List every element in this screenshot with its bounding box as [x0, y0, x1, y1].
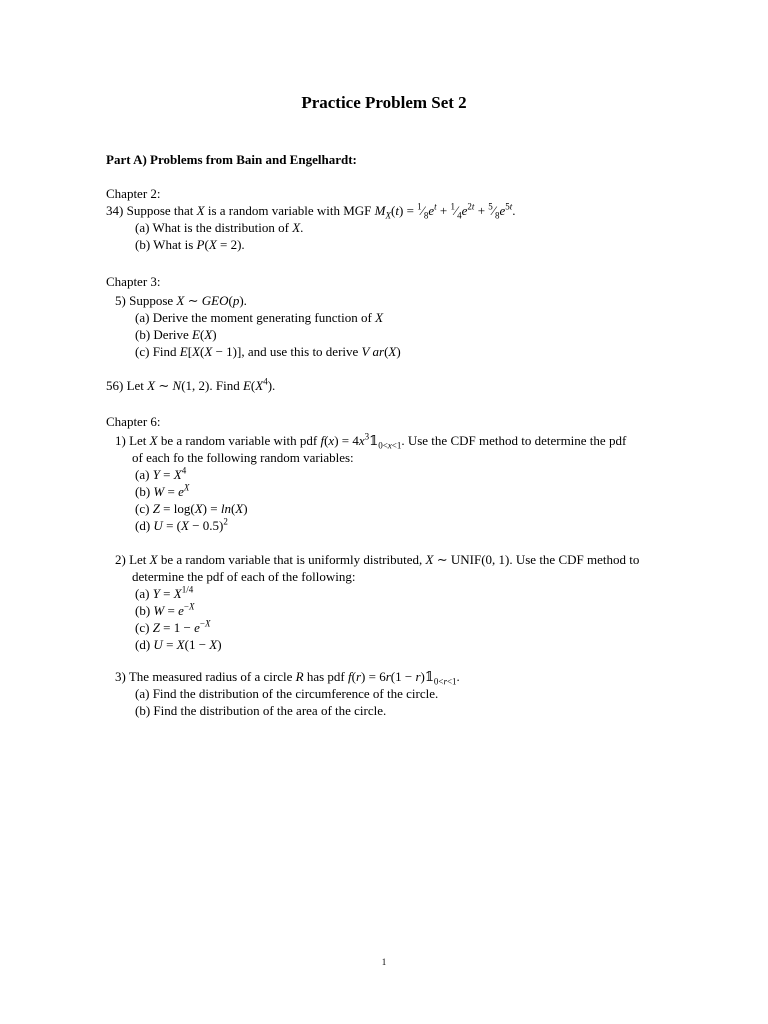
- problem-number: 56): [106, 378, 124, 393]
- problem-5: [115, 292, 247, 309]
- part-label: (a): [135, 467, 150, 482]
- chapter-2-heading: Chapter 2:: [106, 186, 161, 201]
- part-label: (a): [135, 310, 150, 325]
- problem-1: [115, 432, 626, 449]
- problem-2-text-continued: determine the pdf of each of the following:: [132, 569, 356, 584]
- problem-1-part-c: (c) Z = log(X) = ln(X): [135, 501, 248, 516]
- part-label: (c): [135, 344, 150, 359]
- problem-number: 34): [106, 203, 124, 218]
- problem-number: 5): [115, 293, 126, 308]
- problem-34-part-a: (a) What is the distribution of X.: [135, 220, 304, 235]
- problem-5-part-b: (b) Derive E(X): [135, 327, 217, 342]
- part-label: (c): [135, 501, 150, 516]
- part-label: (d): [135, 518, 151, 533]
- problem-3-part-a: [135, 685, 438, 702]
- problem-2-part-d: (d) U = X(1 − X): [135, 637, 222, 652]
- problem-3-part-b: [135, 702, 386, 719]
- problem-text: Let X be a random variable that is uniformly distributed, X ∼ UNIF(0, 1). Use the CDF method to: [129, 552, 640, 567]
- problem-5-part-c: (c) Find E[X(X − 1)], and use this to derive V ar(X): [135, 344, 401, 359]
- page-number: 1: [381, 957, 387, 967]
- chapter-6-heading: Chapter 6:: [106, 414, 161, 429]
- problem-1-part-a: (a) $Y = X^4$: [135, 465, 187, 482]
- part-label: (b): [135, 703, 151, 718]
- part-label: (a): [135, 220, 150, 235]
- problem-text: The measured radius of a circle R has pdf $f(r) = 6r(1 - r)𝟙_{0<r<1}$.: [128, 669, 460, 687]
- problem-text: Suppose that X is a random variable with MGF $M_X(t)$ = $^1⁄_8e^t$ + $^1⁄_4e^{2t}$ + $^5⁄_8e^{5t}$.: [126, 201, 516, 221]
- problem-number: 1): [115, 433, 126, 448]
- problem-2-part-c: (c) $Z = 1 - e^{-X}$: [135, 618, 211, 635]
- part-label: (c): [135, 620, 150, 635]
- problem-number: 2): [115, 552, 126, 567]
- part-label: (b): [135, 237, 151, 252]
- problem-2: [115, 551, 639, 568]
- part-a-heading: Part A) Problems from Bain and Engelhardt:: [106, 152, 357, 167]
- part-label: (a): [135, 686, 150, 701]
- page-title: Practice Problem Set 2: [301, 93, 467, 112]
- problem-3: [115, 668, 460, 685]
- problem-text: Let X be a random variable with pdf $f(x) = 4x^3𝟙_{0<x<1}$. Use the CDF method to determine the pdf: [129, 431, 627, 451]
- problem-34: [106, 202, 516, 219]
- problem-1-part-b: (b) $W = e^X$: [135, 482, 190, 499]
- problem-56: [106, 377, 275, 394]
- problem-text: Let X ∼ N(1, 2). Find $E(X^4)$.: [126, 376, 276, 393]
- problem-2-part-a: (a) $Y = X^{1/4}$: [135, 584, 194, 601]
- part-text: Find the distribution of the area of the circle.: [153, 703, 387, 718]
- part-label: (b): [135, 603, 151, 618]
- part-label: (d): [135, 637, 151, 652]
- problem-2-part-b: (b) $W = e^{-X}$: [135, 601, 195, 618]
- part-label: (b): [135, 327, 151, 342]
- problem-number: 3): [115, 669, 126, 684]
- problem-1-part-d: (d) $U = (X - 0.5)^2$: [135, 516, 228, 533]
- problem-text: Suppose X ∼ GEO(p).: [129, 293, 247, 308]
- problem-5-part-a: (a) Derive the moment generating function of X: [135, 310, 384, 325]
- part-label: (b): [135, 484, 151, 499]
- problem-1-text-continued: of each fo the following random variables:: [132, 450, 354, 465]
- part-text: Find the distribution of the circumference of the circle.: [152, 686, 439, 701]
- chapter-3-heading: Chapter 3:: [106, 274, 161, 289]
- problem-34-part-b: (b) What is P(X = 2).: [135, 237, 245, 252]
- part-label: (a): [135, 586, 150, 601]
